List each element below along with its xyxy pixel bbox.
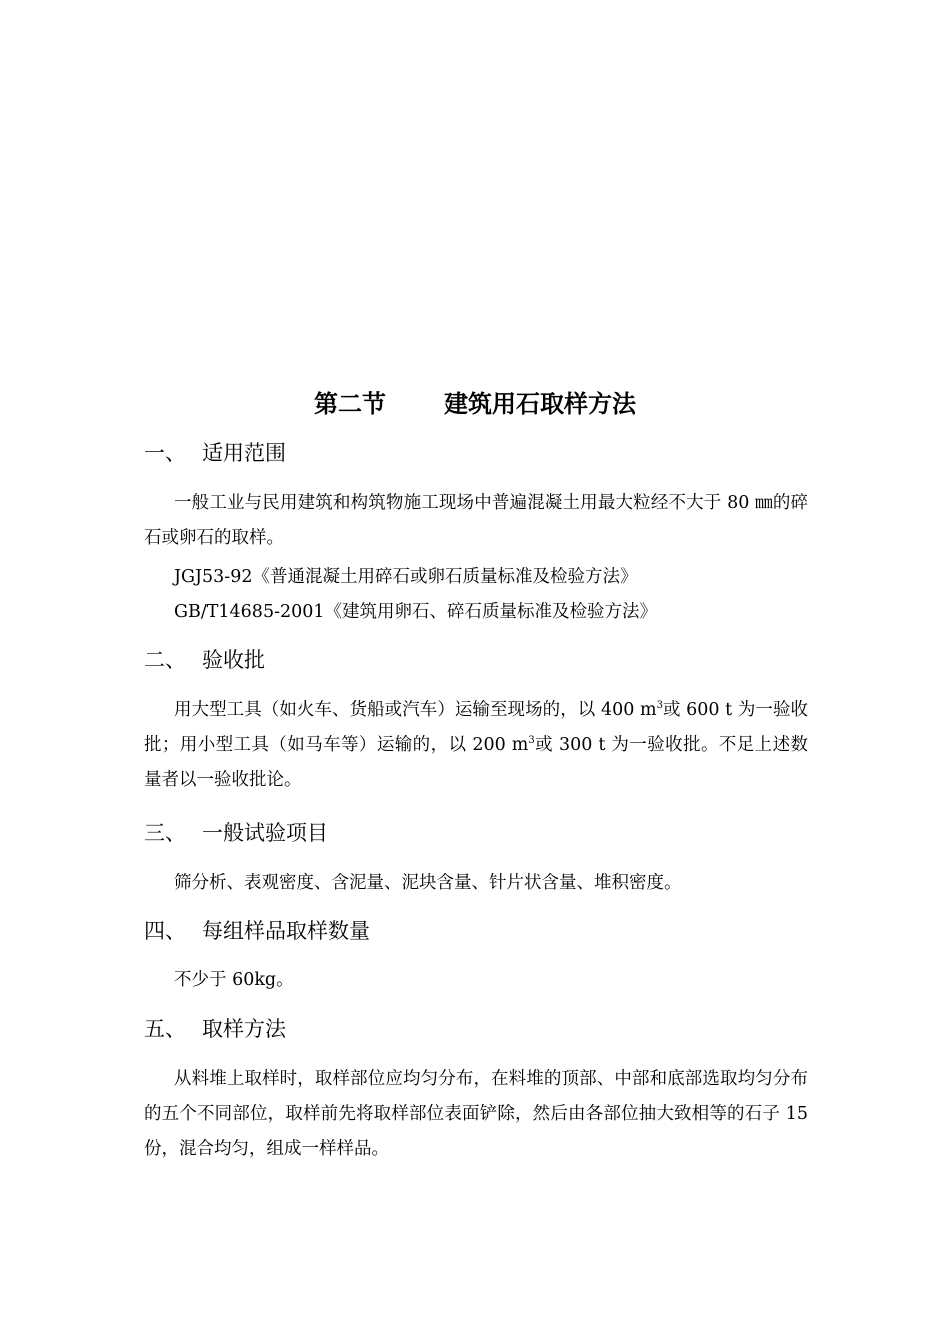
paragraph-sampling-method: 从料堆上取样时，取样部位应均匀分布，在料堆的顶部、中部和底部选取均匀分布的五个不同部位，取样前先将取样部位表面铲除，然后由各部位抽大致相等的石子 15 份，混合均匀，组成一样样品。 bbox=[144, 1069, 808, 1159]
heading-2-text: 验收批 bbox=[202, 648, 265, 672]
heading-2 bbox=[144, 645, 265, 675]
paragraph-sample-quantity: 不少于 60kg。 bbox=[174, 970, 294, 990]
heading-1-text: 适用范围 bbox=[202, 441, 286, 465]
heading-4 bbox=[144, 916, 370, 946]
standard-jgj53: JGJ53-92《普通混凝土用碎石或卵石质量标准及检验方法》 bbox=[174, 567, 638, 587]
section-title-prefix: 第二节 bbox=[314, 390, 386, 418]
heading-4-number: 四、 bbox=[144, 919, 186, 943]
heading-1-number: 一、 bbox=[144, 441, 186, 465]
paragraph-test-items: 筛分析、表观密度、含泥量、泥块含量、针片状含量、堆积密度。 bbox=[174, 873, 682, 893]
batch-text-1: 用大型工具（如火车、货船或汽车）运输至现场的，以 400 m bbox=[174, 700, 657, 720]
batch-text-2: 或 600 t 为一验收批；用小型工具（如马车等）运输的，以 200 m bbox=[144, 700, 809, 755]
heading-1 bbox=[144, 438, 286, 468]
batch-sup-2: 3 bbox=[528, 735, 535, 746]
heading-4-text: 每组样品取样数量 bbox=[202, 919, 370, 943]
standard-gbt14685: GB/T14685-2001《建筑用卵石、碎石质量标准及检验方法》 bbox=[174, 602, 658, 622]
heading-5-text: 取样方法 bbox=[202, 1017, 286, 1041]
paragraph-scope: 一般工业与民用建筑和构筑物施工现场中普遍混凝土用最大粒经不大于 80 ㎜的碎石或卵石的取样。 bbox=[144, 493, 808, 548]
heading-5 bbox=[144, 1014, 286, 1044]
heading-3-number: 三、 bbox=[144, 821, 186, 845]
batch-sup-1: 3 bbox=[656, 700, 663, 711]
heading-2-number: 二、 bbox=[144, 648, 186, 672]
heading-3-text: 一般试验项目 bbox=[202, 821, 328, 845]
batch-text-3: 或 300 t 为一验收批。不足上述数量者以一验收批论。 bbox=[144, 735, 809, 790]
heading-3 bbox=[144, 818, 328, 848]
section-title-main: 建筑用石取样方法 bbox=[444, 390, 636, 418]
paragraph-batch bbox=[144, 693, 808, 798]
section-title bbox=[0, 384, 950, 424]
heading-5-number: 五、 bbox=[144, 1017, 186, 1041]
